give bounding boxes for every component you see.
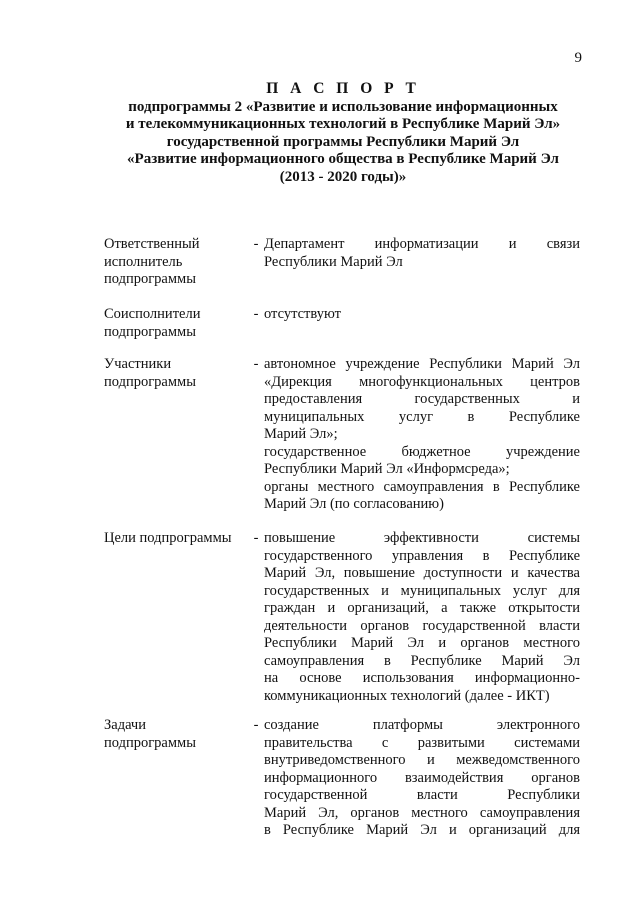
value-line: предоставления государственных и (264, 391, 580, 407)
row-dash: - (253, 236, 259, 252)
value-line: автономное учреждение Республики Марий Эл (264, 356, 580, 372)
row-value (264, 306, 580, 324)
value-line: Марий Эл»; (264, 426, 338, 442)
row-dash: - (253, 530, 259, 546)
label-line: подпрограммы (104, 734, 196, 751)
row-label (104, 356, 248, 391)
value-line: Департамент информатизации и связи (264, 236, 580, 252)
value-line: создание платформы электронного (264, 717, 580, 733)
value-line: Марий Эл (по согласованию) (264, 496, 444, 512)
value-line: Республики Марий Эл «Информсреда»; (264, 461, 510, 477)
value-line: внутриведомственного и межведомственного (264, 752, 580, 768)
value-line: самоуправления в Республике Марий Эл (264, 652, 580, 669)
row-value (264, 717, 580, 840)
value-line: «Дирекция многофункциональных центров (264, 373, 580, 390)
title-line: государственной программы Республики Марий Эл (166, 133, 520, 150)
label-line: Соисполнители (104, 306, 201, 322)
page-number: 9 (574, 50, 582, 66)
value-line: правительства с развитыми системами (264, 734, 580, 751)
value-line: повышение эффективности системы (264, 530, 580, 546)
row-dash: - (253, 717, 259, 733)
label-line: подпрограммы (104, 373, 196, 390)
row-label (104, 717, 248, 752)
passport-title (100, 80, 586, 186)
title-line: и телекоммуникационных технологий в Республике Марий Эл» (125, 116, 561, 132)
value-line: коммуникационных технологий (далее - ИКТ) (264, 687, 550, 704)
title-heading: П А С П О Р Т (266, 80, 420, 97)
label-line: Цели подпрограммы (104, 530, 232, 546)
value-line: отсутствуют (264, 306, 341, 322)
row-label (104, 530, 248, 548)
label-line: Участники (104, 356, 172, 372)
value-line: государственного управления в Республике (264, 547, 580, 564)
value-line: муниципальных услуг в Республике (264, 408, 580, 425)
row-value (264, 356, 580, 514)
row-dash: - (253, 356, 259, 372)
row-value (264, 530, 580, 705)
value-line: Марий Эл, органов местного самоуправления (264, 804, 580, 821)
row-label (104, 236, 248, 289)
row-label (104, 306, 248, 341)
title-line: «Развитие информационного общества в Республике Марий Эл (127, 151, 559, 167)
value-line: граждан и организаций, а также открытости (264, 600, 580, 616)
value-line: Республики Марий Эл (264, 253, 403, 270)
value-line: Марий Эл, повышение доступности и качества (264, 565, 580, 581)
title-line: (2013 - 2020 годы)» (279, 168, 407, 185)
row-value (264, 236, 580, 271)
value-line: государственной власти Республики (264, 787, 580, 803)
value-line: деятельности органов государственной власти (264, 617, 580, 634)
label-line: подпрограммы (104, 323, 196, 340)
label-line: Задачи (104, 717, 146, 733)
label-line: подпрограммы (104, 271, 196, 287)
value-line: информационного взаимодействия органов (264, 769, 580, 786)
label-line: исполнитель (104, 253, 183, 270)
title-line: подпрограммы 2 «Развитие и использование информационных (128, 98, 558, 115)
value-line: государственное бюджетное учреждение (264, 443, 580, 460)
value-line: в Республике Марий Эл и организаций для (264, 822, 580, 838)
value-line: Республики Марий Эл и органов местного (264, 635, 580, 651)
value-line: органы местного самоуправления в Республике (264, 478, 580, 495)
value-line: на основе использования информационно- (264, 670, 580, 686)
label-line: Ответственный (104, 236, 200, 252)
row-dash: - (253, 306, 259, 322)
value-line: государственных и муниципальных услуг для (264, 582, 580, 599)
